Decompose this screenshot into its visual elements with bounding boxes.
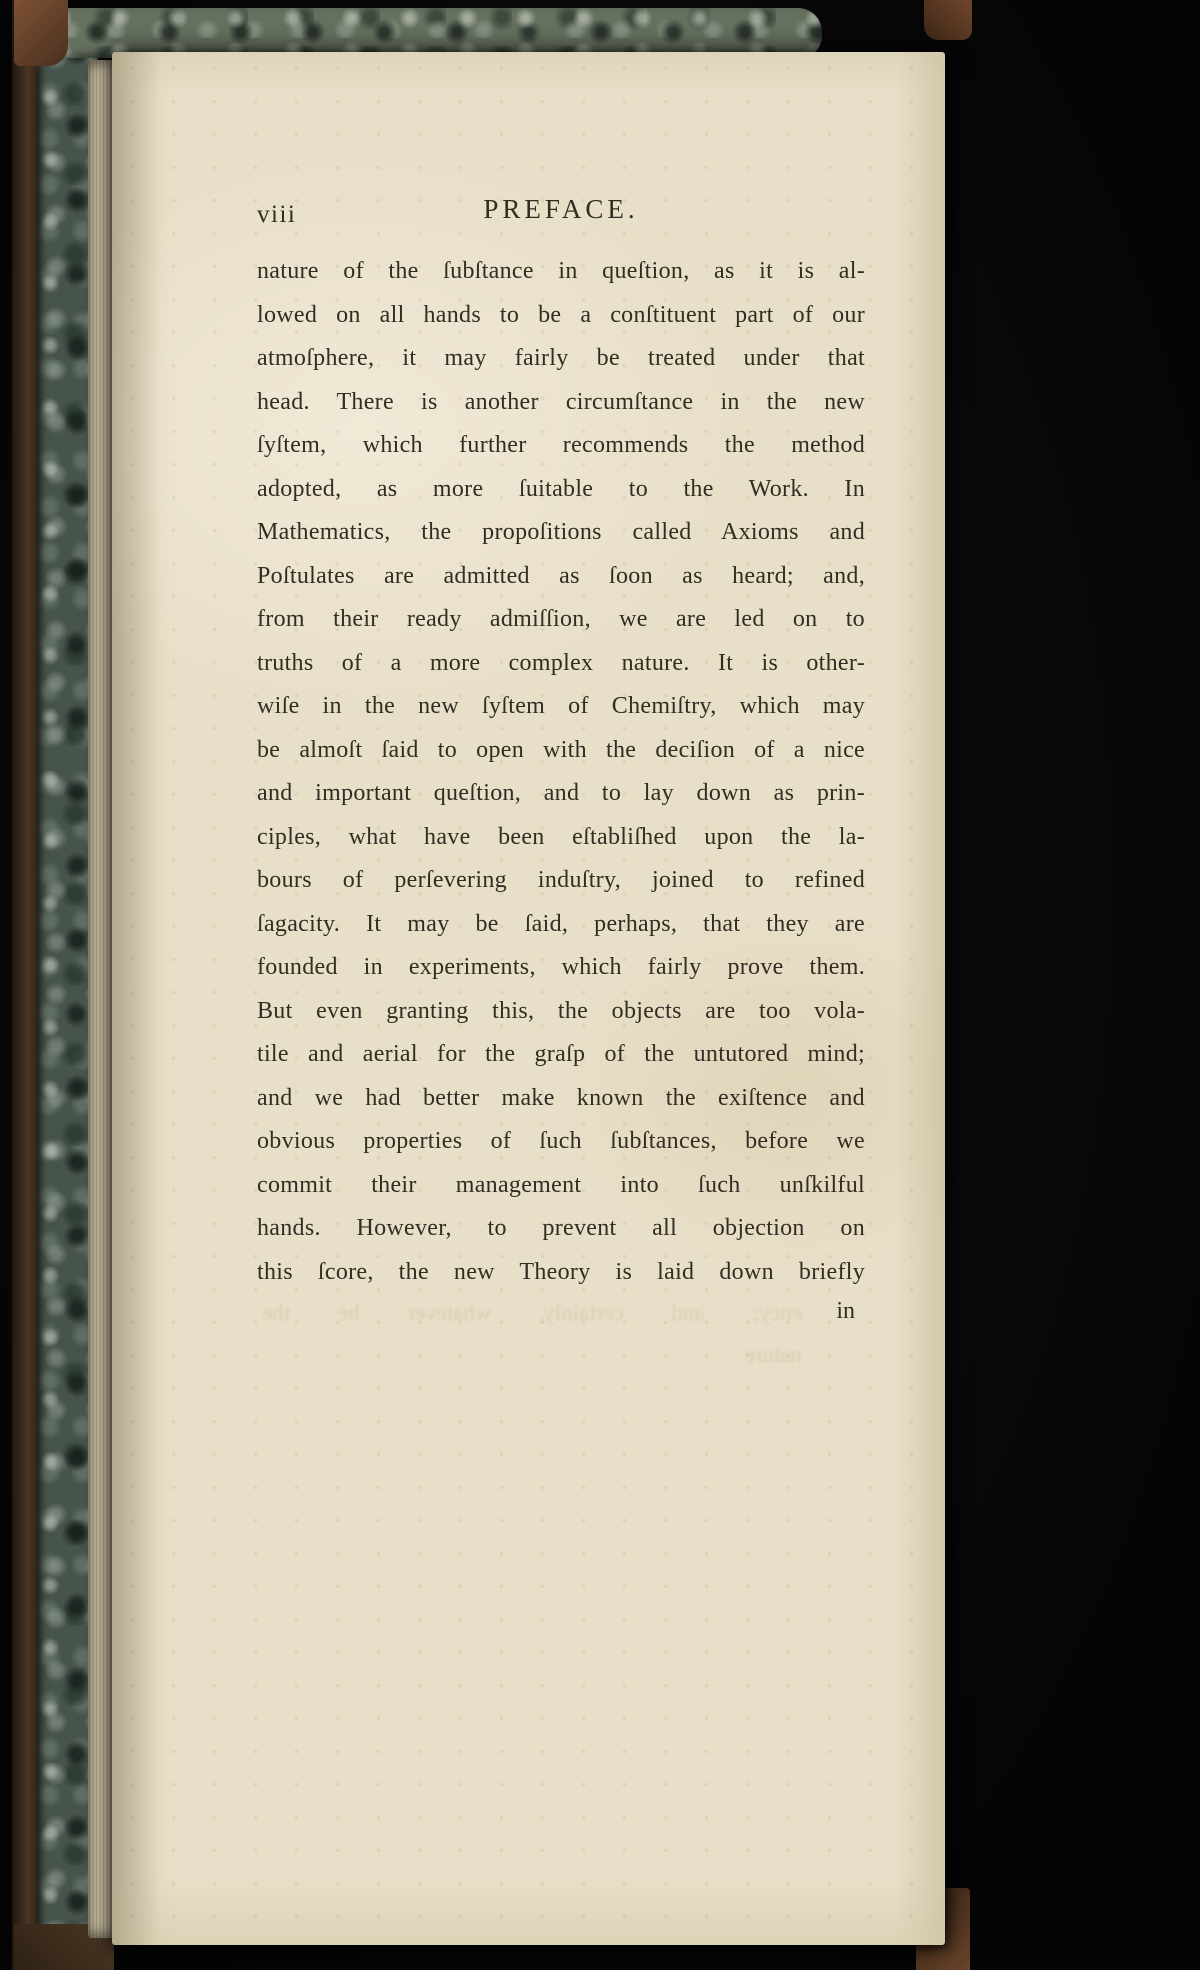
- book-page: [112, 52, 945, 1945]
- text-line: ſyſtem, which further recommends the method: [257, 432, 865, 458]
- bleedthrough-text: [262, 1292, 802, 1376]
- bleedthrough-line: nature: [744, 1342, 802, 1367]
- text-line: But even granting this, the objects are too vola-: [257, 997, 865, 1024]
- marbled-top-edge: [50, 8, 822, 58]
- text-line: tile and aerial for the graſp of the untutored mind;: [257, 1041, 865, 1067]
- text-line: ciples, what have been eſtabliſhed upon the la-: [257, 823, 865, 850]
- catchword: in: [836, 1298, 855, 1324]
- page-header: [257, 194, 865, 238]
- leather-corner-top-right: [924, 0, 972, 40]
- text-line: Poſtulates are admitted as ſoon as heard; and,: [257, 562, 865, 589]
- text-line: ſagacity. It may be ſaid, perhaps, that they are: [257, 910, 865, 937]
- text-line: commit their management into ſuch unſkilful: [257, 1171, 865, 1198]
- text-line: truths of a more complex nature. It is other-: [257, 649, 865, 676]
- body-text: [257, 250, 865, 1294]
- text-line: and we had better make known the exiſtence and: [257, 1084, 865, 1111]
- text-line: bours of perſevering induſtry, joined to refined: [257, 867, 865, 893]
- gutter-shadow: [112, 52, 160, 1945]
- bleedthrough-line: ency; and certainly, whatever be the: [262, 1300, 802, 1325]
- text-line: adopted, as more ſuitable to the Work. In: [257, 475, 865, 502]
- page-number: viii: [257, 201, 297, 228]
- text-line: this ſcore, the new Theory is laid down briefly: [257, 1258, 865, 1285]
- text-line: from their ready admiſſion, we are led on to: [257, 606, 865, 632]
- leather-corner-top-left: [14, 0, 68, 66]
- text-line: lowed on all hands to be a conſtituent part of our: [257, 301, 865, 328]
- text-line: nature of the ſubſtance in queſtion, as it is al-: [257, 258, 865, 284]
- page-header-title: PREFACE.: [483, 194, 639, 224]
- text-line: hands. However, to prevent all objection on: [257, 1215, 865, 1241]
- text-line: head. There is another circumſtance in the new: [257, 388, 865, 415]
- text-line: be almoſt ſaid to open with the deciſion of a nice: [257, 736, 865, 763]
- text-line: founded in experiments, which fairly prove them.: [257, 954, 865, 980]
- text-line: obvious properties of ſuch ſubſtances, before we: [257, 1128, 865, 1154]
- text-line: Mathematics, the propoſitions called Axioms and: [257, 519, 865, 545]
- text-line: atmoſphere, it may fairly be treated under that: [257, 345, 865, 371]
- text-line: and important queſtion, and to lay down as prin-: [257, 780, 865, 806]
- text-line: wiſe in the new ſyſtem of Chemiſtry, which may: [257, 693, 865, 719]
